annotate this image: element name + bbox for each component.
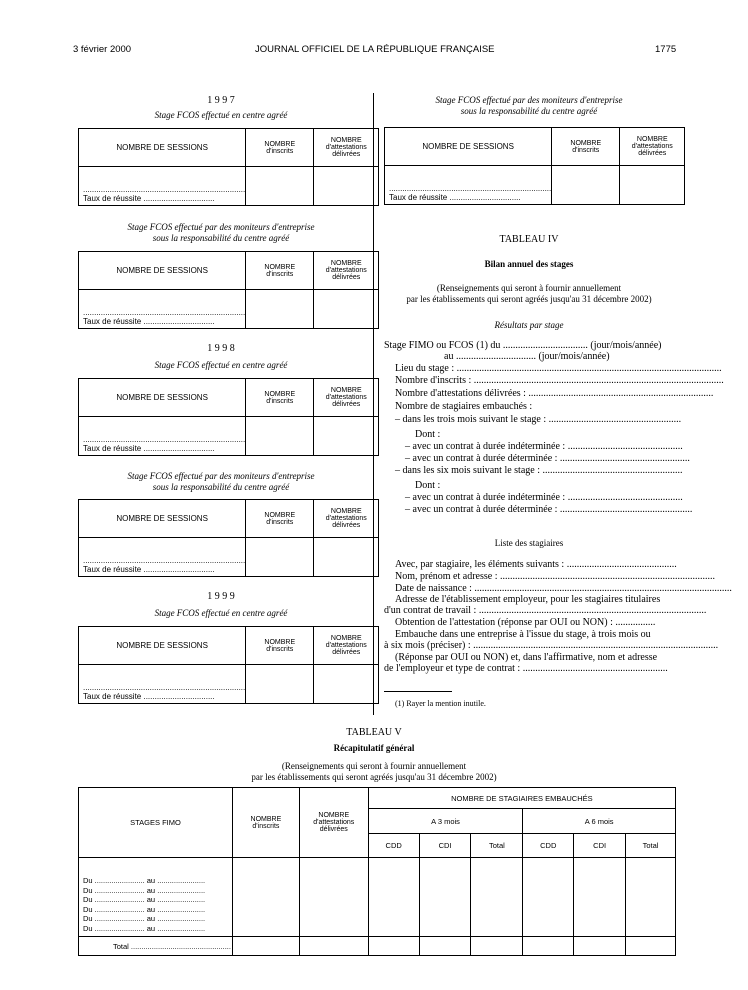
tableau-iv-note: (Renseignements qui seront à fournir annuellement par les établissements qui seront agréés jusqu'au 31 décembre 2002) — [406, 283, 652, 304]
attestations-header: NOMBRE d'attestations délivrées — [314, 627, 379, 665]
rate-cell: ......................................................................... Taux de réussite ................................ — [79, 290, 246, 329]
caption-1997-centre: Stage FCOS effectué en centre agréé — [154, 110, 288, 120]
table-1998-moniteurs — [78, 499, 379, 577]
form-line: – avec un contrat à durée déterminée : ..................................................... — [405, 504, 693, 515]
table-1999-centre — [78, 626, 379, 704]
attestations-header: NOMBRE d'attestations délivrées — [299, 788, 368, 858]
footnote-rule — [384, 691, 452, 692]
form-line: Nombre de stagiaires embauchés : — [395, 401, 533, 412]
attestations-header: NOMBRE d'attestations délivrées — [314, 252, 379, 290]
year-1997: 1 9 9 7 — [207, 95, 235, 106]
form-line: au ................................ (jour/mois/année) — [444, 351, 610, 362]
liste-title: Liste des stagiaires — [494, 538, 564, 548]
form-line: Adresse de l'établissement employeur, pour les stagiaires titulaires — [395, 594, 661, 605]
tableau-v-title: TABLEAU V — [346, 727, 402, 738]
inscrits-header: NOMBRE d'inscrits — [246, 500, 314, 538]
inscrits-header: NOMBRE d'inscrits — [246, 627, 314, 665]
recap-title: Récapitulatif général — [333, 743, 415, 753]
bilan-title: Bilan annuel des stages — [484, 259, 574, 269]
total-row: Total ................................................ — [79, 937, 233, 956]
form-line: – avec un contrat à durée indéterminée : .............................................. — [405, 441, 683, 452]
caption-1998-moniteurs: Stage FCOS effectué par des moniteurs d'entreprise sous la responsabilité du centre agréé — [127, 471, 315, 492]
cdi-header: CDI — [419, 834, 471, 858]
inscrits-header: NOMBRE d'inscrits — [246, 252, 314, 290]
footnote: (1) Rayer la mention inutile. — [395, 699, 486, 708]
rate-cell: ......................................................................... Taux de réussite ................................ — [79, 538, 246, 577]
table-1997-centre — [78, 128, 379, 206]
rate-cell: ......................................................................... Taux de réussite ................................ — [79, 167, 246, 206]
du-row: Du ........................ au ....................... — [83, 914, 206, 923]
rate-cell: ......................................................................... Taux de réussite ................................ — [79, 665, 246, 704]
caption-right-top: Stage FCOS effectué par des moniteurs d'entreprise sous la responsabilité du centre agréé — [435, 95, 623, 116]
form-line: – dans les six mois suivant le stage : ........................................................ — [395, 465, 683, 476]
stages-fimo-header: STAGES FIMO — [79, 788, 233, 858]
attestations-header: NOMBRE d'attestations délivrées — [620, 128, 685, 166]
du-row: Du ........................ au ....................... — [83, 923, 206, 933]
table-1997-moniteurs — [78, 251, 379, 329]
caption-1998-centre: Stage FCOS effectué en centre agréé — [154, 360, 288, 370]
inscrits-header: NOMBRE d'inscrits — [552, 128, 620, 166]
du-row: Du ........................ au ....................... — [83, 885, 206, 895]
total-header: Total — [471, 834, 523, 858]
caption-1999-centre: Stage FCOS effectué en centre agréé — [154, 608, 288, 618]
form-line: Nombre d'inscrits : .................................................................................................... — [395, 375, 724, 386]
sessions-header: NOMBRE DE SESSIONS — [385, 128, 552, 166]
year-1998: 1 9 9 8 — [207, 343, 235, 354]
form-line: – avec un contrat à durée déterminée : .................................................... — [405, 453, 690, 464]
form-line: Avec, par stagiaire, les éléments suivants : ............................................ — [395, 559, 677, 570]
form-line: Stage FIMO ou FCOS (1) du .................................. (jour/mois/année) — [384, 340, 662, 351]
tableau-iv-title: TABLEAU IV — [499, 234, 559, 245]
attestations-header: NOMBRE d'attestations délivrées — [314, 500, 379, 538]
a3-mois-header: A 3 mois — [368, 809, 523, 834]
du-row: Du ........................ au ....................... — [83, 904, 206, 914]
du-row: Du ........................ au ....................... — [83, 876, 206, 885]
cdd-header: CDD — [523, 834, 574, 858]
cdd-header: CDD — [368, 834, 419, 858]
total-header: Total — [626, 834, 676, 858]
sessions-header: NOMBRE DE SESSIONS — [79, 500, 246, 538]
rate-cell: ......................................................................... Taux de réussite ................................ — [385, 166, 552, 205]
embauches-header: NOMBRE DE STAGIAIRES EMBAUCHÉS — [368, 788, 675, 809]
form-line: Embauche dans une entreprise à l'issue du stage, à trois mois ou — [395, 629, 651, 640]
header-date: 3 février 2000 — [73, 44, 132, 55]
tableau-v-note: (Renseignements qui seront à fournir annuellement par les établissements qui seront agréés jusqu'au 31 décembre 2002) — [251, 761, 497, 782]
form-line: Date de naissance : ....................................................................................................... — [395, 583, 732, 594]
sessions-header: NOMBRE DE SESSIONS — [79, 627, 246, 665]
header-page: 1775 — [655, 44, 677, 55]
cdi-header: CDI — [574, 834, 626, 858]
form-line: – dans les trois mois suivant le stage : ..................................................... — [395, 414, 682, 425]
form-line: – avec un contrat à durée indéterminée : .............................................. — [405, 492, 683, 503]
form-line: Nombre d'attestations délivrées : .......................................................................... — [395, 388, 714, 399]
inscrits-header: NOMBRE d'inscrits — [246, 379, 314, 417]
caption-1997-moniteurs: Stage FCOS effectué par des moniteurs d'entreprise sous la responsabilité du centre agréé — [127, 222, 315, 243]
du-rows-cell — [79, 858, 233, 937]
inscrits-header: NOMBRE d'inscrits — [232, 788, 299, 858]
year-1999: 1 9 9 9 — [207, 591, 235, 602]
form-line: Nom, prénom et adresse : ...................................................................................... — [395, 571, 715, 582]
attestations-header: NOMBRE d'attestations délivrées — [314, 129, 379, 167]
du-row: Du ........................ au ....................... — [83, 895, 206, 904]
resultats-title: Résultats par stage — [494, 320, 564, 330]
sessions-header: NOMBRE DE SESSIONS — [79, 129, 246, 167]
form-line: Dont : — [415, 480, 441, 491]
form-line: Lieu du stage : .......................................................................................................... — [395, 363, 722, 374]
rate-cell: ......................................................................... Taux de réussite ................................ — [79, 417, 246, 456]
sessions-header: NOMBRE DE SESSIONS — [79, 252, 246, 290]
form-line: de l'employeur et type de contrat : .......................................................... — [384, 663, 668, 674]
sessions-header: NOMBRE DE SESSIONS — [79, 379, 246, 417]
recap-table — [78, 787, 676, 956]
form-line: (Réponse par OUI ou NON) et, dans l'affirmative, nom et adresse — [395, 652, 658, 663]
inscrits-header: NOMBRE d'inscrits — [246, 129, 314, 167]
form-line: à six mois (préciser) : .................................................................................................. — [384, 640, 719, 651]
header-journal: JOURNAL OFFICIEL DE LA RÉPUBLIQUE FRANÇAISE — [255, 44, 495, 55]
form-line: Dont : — [415, 429, 441, 440]
attestations-header: NOMBRE d'attestations délivrées — [314, 379, 379, 417]
a6-mois-header: A 6 mois — [523, 809, 676, 834]
table-right-top — [384, 127, 685, 205]
table-1998-centre — [78, 378, 379, 456]
form-line: Obtention de l'attestation (réponse par OUI ou NON) : ................ — [395, 617, 656, 628]
form-line: d'un contrat de travail : ........................................................................................... — [384, 605, 707, 616]
